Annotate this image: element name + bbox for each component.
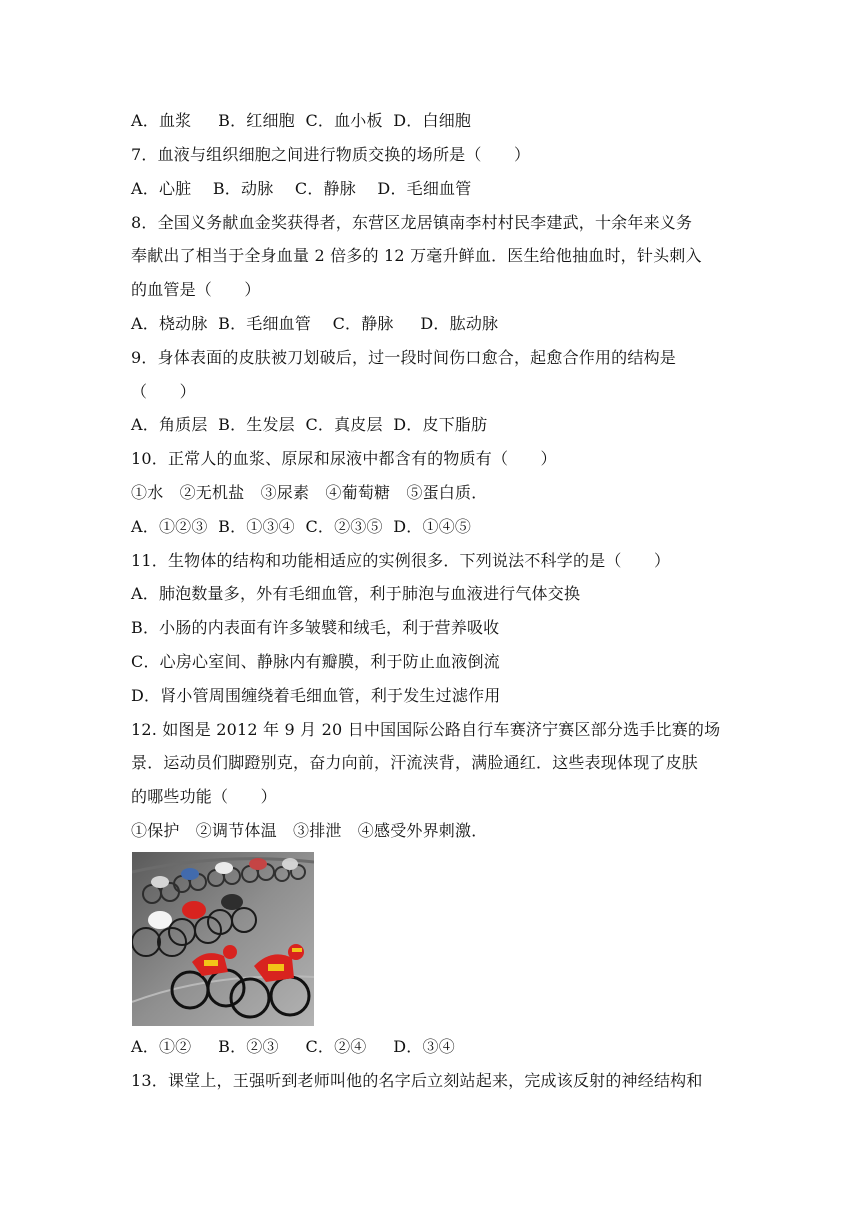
q12-stem-line3: 的哪些功能（ ） — [131, 787, 277, 806]
q12-stem-line2: 景．运动员们脚蹬别克，奋力向前，汗流浃背，满脸通红．这些表现体现了皮肤 — [131, 753, 699, 772]
q6-options: A．血浆 B．红细胞 C．血小板 D．白细胞 — [131, 111, 472, 130]
q8-stem-line3: 的血管是（ ） — [131, 280, 261, 299]
q8-stem-line2: 奉献出了相当于全身血量 2 倍多的 12 万毫升鲜血．医生给他抽血时，针头刺入 — [131, 246, 702, 265]
q7-options: A．心脏 B．动脉 C．静脉 D．毛细血管 — [131, 179, 472, 198]
q8-options: A．桡动脉 B．毛细血管 C．静脉 D．肱动脉 — [131, 314, 499, 333]
q10-items: ①水 ②无机盐 ③尿素 ④葡萄糖 ⑤蛋白质． — [131, 483, 488, 502]
q11-option-d: D．肾小管周围缠绕着毛细血管，利于发生过滤作用 — [131, 686, 501, 705]
q11-option-c: C．心房心室间、静脉内有瓣膜，利于防止血液倒流 — [131, 652, 500, 671]
q11-option-a: A．肺泡数量多，外有毛细血管，利于肺泡与血液进行气体交换 — [131, 584, 581, 603]
q8-stem-line1: 8．全国义务献血金奖获得者，东营区龙居镇南李村村民李建武，十余年来义务 — [131, 213, 693, 232]
q12-items: ①保护 ②调节体温 ③排泄 ④感受外界刺激． — [131, 821, 488, 840]
q9-options: A．角质层 B．生发层 C．真皮层 D．皮下脂肪 — [131, 415, 488, 434]
q10-stem: 10．正常人的血浆、原尿和尿液中都含有的物质有（ ） — [131, 449, 557, 468]
q9-stem-line1: 9．身体表面的皮肤被刀划破后，过一段时间伤口愈合，起愈合作用的结构是 — [131, 348, 676, 367]
cycling-race-photo — [132, 852, 314, 1026]
q7-stem: 7．血液与组织细胞之间进行物质交换的场所是（ ） — [131, 145, 531, 164]
q9-stem-line2: （ ） — [131, 382, 196, 401]
q12-options: A．①② B．②③ C．②④ D．③④ — [131, 1037, 455, 1056]
q11-stem: 11．生物体的结构和功能相适应的实例很多．下列说法不科学的是（ ） — [131, 551, 671, 570]
q11-option-b: B．小肠的内表面有许多皱襞和绒毛，利于营养吸收 — [131, 618, 500, 637]
q10-options: A．①②③ B．①③④ C．②③⑤ D．①④⑤ — [131, 517, 472, 536]
q12-stem-line1: 12. 如图是 2012 年 9 月 20 日中国国际公路自行车赛济宁赛区部分选手比赛的场 — [131, 720, 721, 739]
q13-stem: 13．课堂上，王强听到老师叫他的名字后立刻站起来，完成该反射的神经结构和 — [131, 1071, 703, 1090]
